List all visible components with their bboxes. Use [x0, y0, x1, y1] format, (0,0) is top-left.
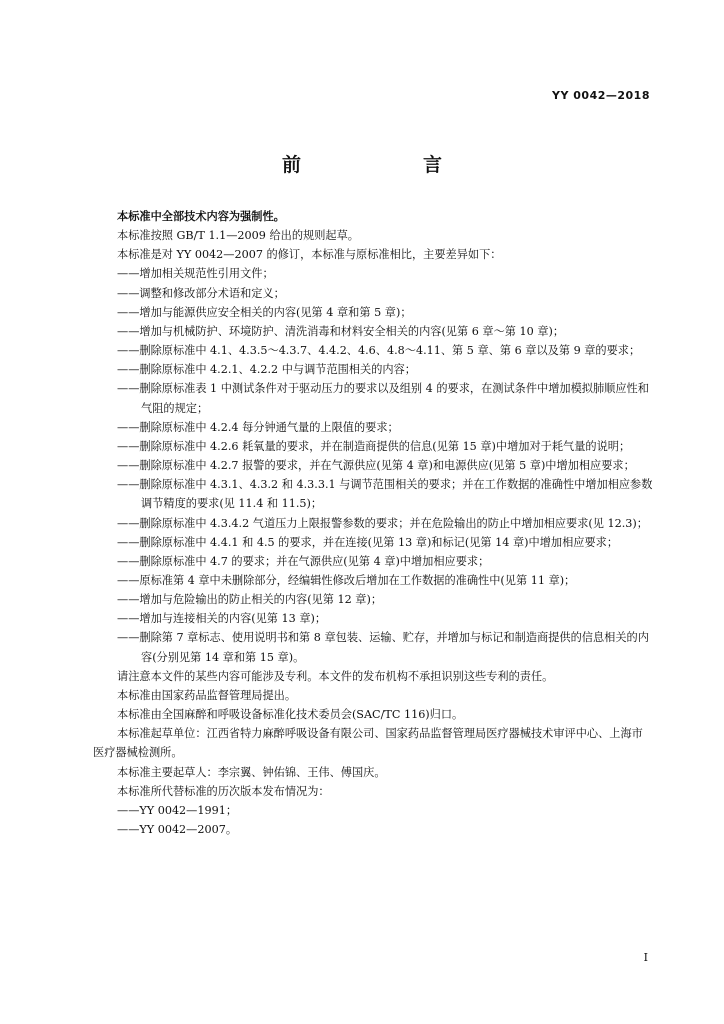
change-item: ——增加与连接相关的内容(见第 13 章)；	[117, 612, 327, 626]
revision-intro: 本标准是对 YY 0042—2007 的修订，本标准与原标准相比，主要差异如下：	[117, 248, 502, 262]
change-item: ——增加相关规范性引用文件；	[117, 267, 274, 281]
standard-number: YY 0042—2018	[552, 89, 650, 102]
change-item: ——增加与危险输出的防止相关的内容(见第 12 章)；	[117, 593, 383, 607]
change-item: ——删除原标准中 4.2.1、4.2.2 中与调节范围相关的内容；	[117, 363, 416, 377]
change-item: ——删除原标准中 4.2.7 报警的要求，并在气源供应(见第 4 章)和电源供应(见第 5 章)中增加相应要求；	[117, 459, 635, 473]
change-item: ——删除原标准中 4.1、4.3.5～4.3.7、4.4.2、4.6、4.8～4.11、第 5 章、第 6 章以及第 9 章的要求；	[117, 344, 641, 358]
page-number: I	[643, 951, 648, 964]
drafting-units: 本标准起草单位：江西省特力麻醉呼吸设备有限公司、国家药品监督管理局医疗器械技术审评中心、上海市医疗器械检测所。	[93, 727, 643, 760]
change-item: ——删除原标准中 4.3.4.2 气道压力上限报警参数的要求；并在危险输出的防止中增加相应要求(见 12.3)；	[117, 516, 648, 530]
change-item: ——增加与能源供应安全相关的内容(见第 4 章和第 5 章)；	[117, 305, 412, 319]
change-item: ——删除原标准中 4.4.1 和 4.5 的要求，并在连接(见第 13 章)和标记(见第 14 章)中增加相应要求；	[117, 535, 619, 549]
centralized-by: 本标准由全国麻醉和呼吸设备标准化技术委员会(SAC/TC 116)归口。	[117, 708, 464, 722]
change-item: ——原标准第 4 章中未删除部分，经编辑性修改后增加在工作数据的准确性中(见第 11 章)；	[117, 573, 576, 587]
history-item: ——YY 0042—2007。	[117, 823, 238, 836]
page-title: 前 言	[281, 154, 470, 176]
history-item: ——YY 0042—1991；	[117, 803, 238, 817]
proposed-by: 本标准由国家药品监督管理局提出。	[117, 688, 297, 702]
change-item: ——增加与机械防护、环境防护、清洗消毒和材料安全相关的内容(见第 6 章～第 10 章)；	[117, 324, 565, 338]
change-item: ——删除原标准中 4.2.6 耗氧量的要求，并在制造商提供的信息(见第 15 章)中增加对于耗气量的说明；	[117, 439, 631, 453]
mandatory-statement: 本标准中全部技术内容为强制性。	[117, 210, 285, 223]
patent-notice: 请注意本文件的某些内容可能涉及专利。本文件的发布机构不承担识别这些专利的责任。	[117, 669, 554, 683]
change-item: ——删除原标准表 1 中测试条件对于驱动压力的要求以及组别 4 的要求，在测试条件中增加模拟肺顺应性和气阻的规定；	[117, 382, 649, 415]
drafting-rule: 本标准按照 GB/T 1.1—2009 给出的规则起草。	[117, 229, 359, 243]
change-item: ——调整和修改部分术语和定义；	[117, 286, 285, 300]
history-intro: 本标准所代替标准的历次版本发布情况为：	[117, 784, 330, 798]
change-item: ——删除原标准中 4.7 的要求；并在气源供应(见第 4 章)中增加相应要求；	[117, 554, 490, 568]
change-item: ——删除第 7 章标志、使用说明书和第 8 章包装、运输、贮存，并增加与标记和制造商提供的信息相关的内容(分别见第 14 章和第 15 章)。	[117, 631, 649, 664]
change-item: ——删除原标准中 4.2.4 每分钟通气量的上限值的要求；	[117, 420, 399, 434]
change-item: ——删除原标准中 4.3.1、4.3.2 和 4.3.3.1 与调节范围相关的要求；并在工作数据的准确性中增加相应参数调节精度的要求(见 11.4 和 11.5)；	[117, 478, 653, 511]
foreword-body	[93, 207, 653, 839]
drafters: 本标准主要起草人：李宗翼、钟佑锦、王伟、傅国庆。	[117, 765, 386, 779]
